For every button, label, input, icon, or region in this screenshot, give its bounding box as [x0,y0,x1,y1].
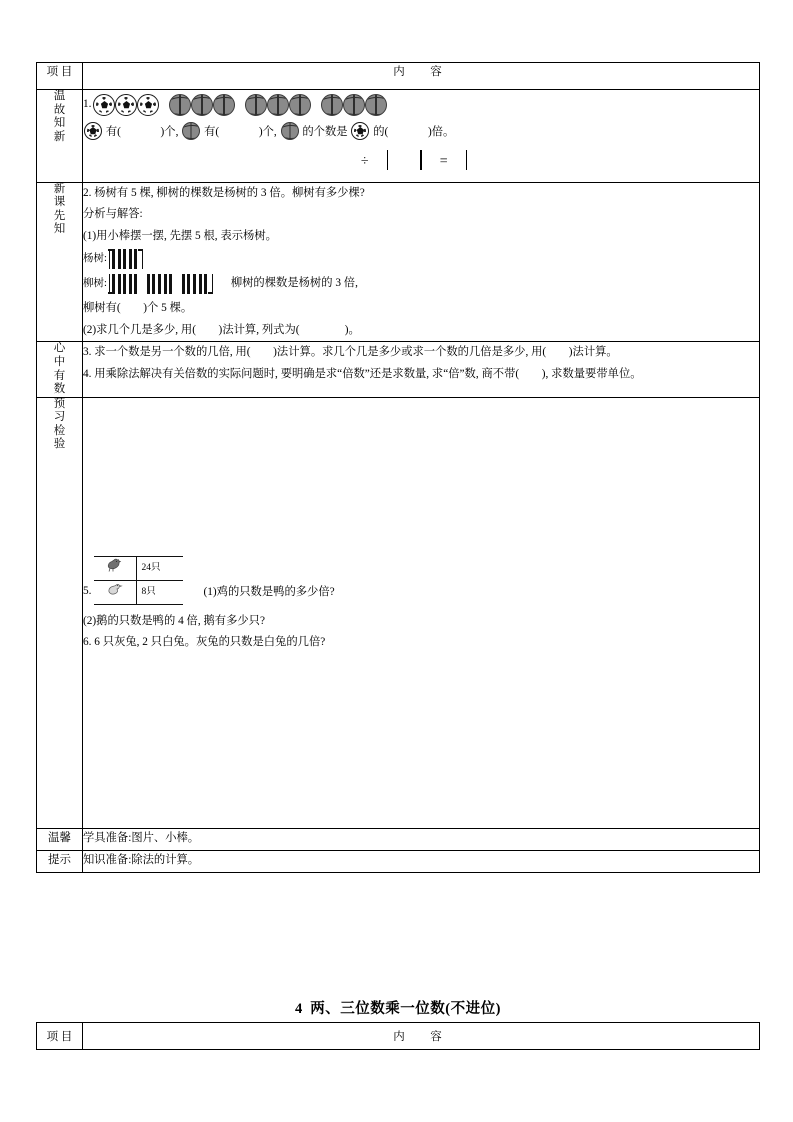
q1-fragment: 有( [204,126,220,138]
soccer-ball-icon [115,94,137,116]
label-char: 数 [53,383,66,396]
tips-row-2: 知识准备:除法的计算。 [83,850,760,872]
table-row [37,828,760,850]
liu-tree-note: 柳树的棵数是杨树的 3 倍, [230,277,358,290]
table-row [37,90,760,183]
section-number: 4 [295,1001,311,1017]
label-char: 知 [53,117,66,130]
yang-tree-label: 杨树: [83,253,107,265]
animal-count-table [94,556,183,605]
question-6: 6. 6 只灰兔, 2 只白兔。灰兔的只数是白兔的几倍? [83,636,326,649]
step-1: (1)用小棒摆一摆, 先摆 5 根, 表示杨树。 [83,229,277,242]
basketball-group [169,94,235,116]
label-char: 新 [53,130,66,143]
section-title-text: 两、三位数乘一位数(不进位) [310,1001,501,1017]
duck-icon-cell [94,580,137,604]
basketball-icon [365,94,387,116]
soccer-ball-icon [137,94,159,116]
stick-icon [204,274,207,294]
chicken-icon [105,558,125,572]
analysis-label: 分析与解答: [83,208,143,221]
question-5-sub2: (2)鹅的只数是鸭的 4 倍, 鹅有多少只? [83,614,265,627]
basketball-icon [267,94,289,116]
question-number: 1. [83,98,92,111]
section-content-xinke [83,182,760,342]
main-worksheet-table [36,62,760,873]
question-3: 3. 求一个数是另一个数的几倍, 用( )法计算。求几个几是多少或求一个数的几倍是多少, 用( )法计算。 [83,346,618,359]
label-char: 温 [53,90,66,102]
stick-icon [134,249,137,269]
step-2: (2)求几个几是多少, 用( )法计算, 列式为( )。 [83,323,360,336]
question-2: 2. 杨树有 5 棵, 柳树的棵数是杨树的 3 倍。柳树有多少棵? [83,186,365,199]
label-char: 心 [53,342,66,355]
label-char: 中 [53,355,66,368]
basketball-icon [213,94,235,116]
label-char: 习 [53,411,66,424]
table-row [94,556,183,580]
tips-row-1: 学具准备:图片、小棒。 [83,828,760,850]
stick-icon [129,249,132,269]
chicken-icon-cell [94,556,137,580]
label-char: 故 [53,103,66,116]
stick-icon [118,249,121,269]
stick-icon [123,249,126,269]
table-row [37,182,760,342]
table-row [37,850,760,872]
stick-icon [199,274,202,294]
section-content-yuxi [83,397,760,828]
stick-icon [187,274,190,294]
basketball-icon [182,122,200,140]
stick-icon [193,274,196,294]
question-1-text [83,122,759,141]
liu-tree-sticks-row [83,273,759,294]
chicken-count: 24只 [137,556,184,580]
header-cell-content [83,1023,760,1050]
header-content-label: 内 容 [393,66,449,78]
stick-icon [182,274,185,294]
basketball-icon [191,94,213,116]
stick-icon [164,274,167,294]
question-5-row [83,556,759,605]
soccer-ball-icon [93,94,115,116]
soccer-ball-icon [84,122,102,140]
division-symbol: ÷ [360,154,369,170]
yang-tree-sticks-row [83,249,759,269]
stick-group [182,274,210,294]
stick-group [147,274,175,294]
q1-fragment: 的( [373,126,389,138]
basketball-icon [245,94,267,116]
section-label-xinzhong [37,342,83,397]
question-number: 5. [83,585,92,598]
section-content-wengu [83,90,760,183]
stick-icon [152,274,155,294]
basketball-icon [169,94,191,116]
basketball-icon [289,94,311,116]
stick-icon [158,274,161,294]
liu-blank-line: 柳树有( )个 5 棵。 [83,302,193,315]
table-header-row [37,63,760,90]
section-label-xinke [37,182,83,342]
stick-icon [118,274,121,294]
label-char: 先 [53,209,66,222]
next-section-title [36,997,760,1018]
table-row [37,342,760,397]
q1-fragment: )倍。 [427,126,455,138]
stick-icon [147,274,150,294]
label-char: 验 [53,438,66,451]
stick-icon [112,249,115,269]
q1-fragment: )个, [258,126,277,138]
duck-count: 8只 [137,580,184,604]
section-label-yuxi [37,397,83,828]
label-char: 检 [53,424,66,437]
label-char: 新 [53,182,66,195]
basketball-icon [343,94,365,116]
table-header-row [37,1023,760,1050]
soccer-ball-group [93,94,159,116]
section-content-xinzhong [83,342,760,397]
answer-blank[interactable] [466,150,468,170]
label-char: 有 [53,369,66,382]
stick-icon [169,274,172,294]
q1-fragment: )个, [160,126,179,138]
question-5-sub1: (1)鸡的只数是鸭的多少倍? [203,586,335,599]
duck-icon [105,582,125,596]
yang-tree-sticks [109,249,143,269]
q1-fragment: 的个数是 [302,126,348,138]
soccer-ball-icon [351,122,369,140]
basketball-group [245,94,311,116]
question-4: 4. 用乘除法解决有关倍数的实际问题时, 要明确是求“倍数”还是求数量, 求“倍”数, 商不带( ), 求数量要带单位。 [83,367,642,380]
next-section-table [36,1022,760,1050]
basketball-icon [281,122,299,140]
q1-fragment: 有( [105,126,121,138]
stick-icon [112,274,115,294]
table-row [37,397,760,828]
table-row [94,580,183,604]
basketball-group [321,94,387,116]
stick-icon [134,274,137,294]
header-cell-item: 项 目 [37,1023,83,1050]
stick-group [112,274,140,294]
basketball-icon [321,94,343,116]
stick-icon [129,274,132,294]
division-expression-blanks [83,149,759,176]
label-char: 课 [53,196,66,209]
equals-symbol: = [439,154,448,170]
liu-tree-label: 柳树: [83,277,107,289]
stick-icon [123,274,126,294]
header-content-label: 内 容 [393,1031,449,1043]
answer-blank[interactable] [387,150,389,170]
section-label-wengu [37,90,83,183]
label-char: 预 [53,397,66,410]
balls-illustration [83,92,759,118]
header-cell-item: 项 目 [37,63,83,90]
tips-label-line1: 温馨 [37,828,83,850]
tips-label-line2: 提示 [37,850,83,872]
header-cell-content [83,63,760,90]
label-char: 知 [53,223,66,236]
liu-tree-sticks [109,274,213,294]
answer-blank[interactable] [420,150,422,170]
